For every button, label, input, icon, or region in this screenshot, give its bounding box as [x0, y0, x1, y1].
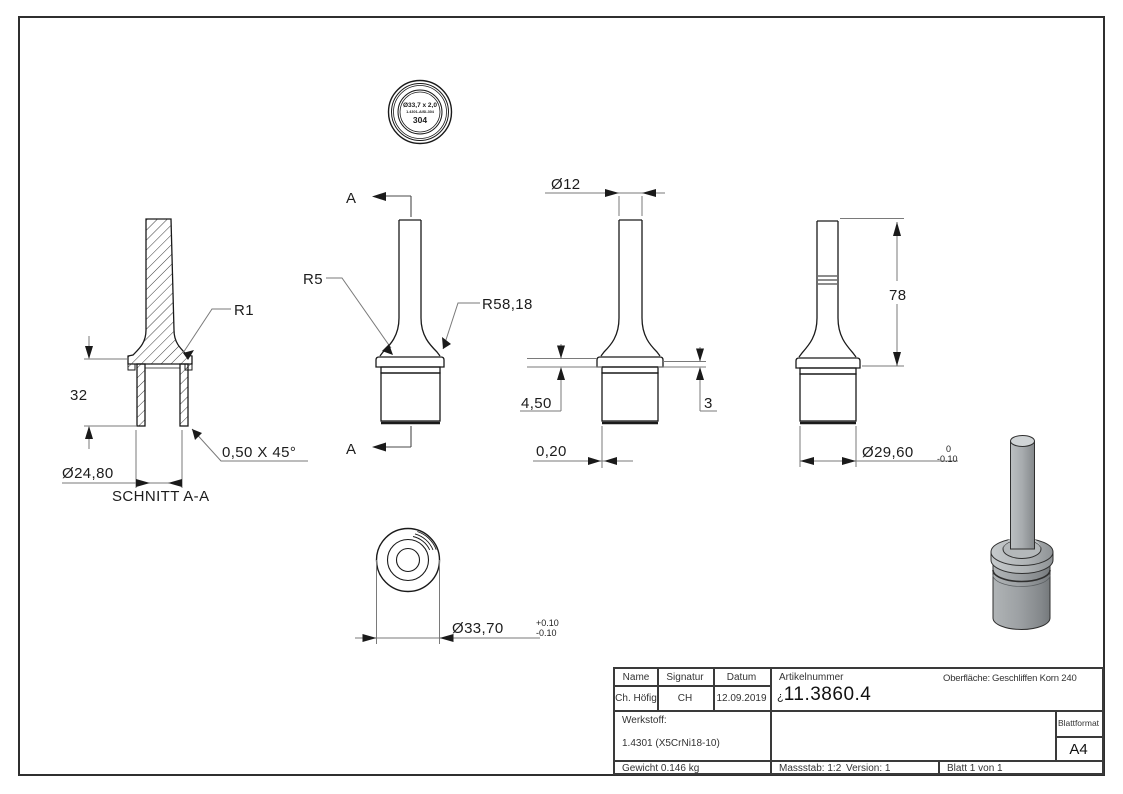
- oberflaeche-label: Oberfläche:: [943, 673, 990, 684]
- tol-lower-29: -0.10: [937, 454, 958, 464]
- dim-dia-24-80: Ø24,80: [62, 465, 114, 482]
- blatt-value: Blatt 1 von 1: [947, 763, 1003, 774]
- signatur-label: Signatur: [666, 672, 704, 683]
- tol-upper-29: 0: [946, 444, 952, 454]
- divider: [938, 760, 940, 773]
- stamp-grade-text: 304: [412, 115, 428, 125]
- divider: [615, 710, 1102, 712]
- dim-r58-18: R58,18: [482, 296, 533, 313]
- stamp-view: [389, 81, 452, 144]
- section-view: [62, 219, 308, 505]
- tol-lower-33: -0.10: [536, 628, 557, 638]
- section-caption: SCHNITT A-A: [112, 488, 210, 505]
- dim-chamfer: 0,50 X 45°: [222, 444, 297, 461]
- artikelnummer-value: 11.3860.4: [783, 684, 872, 705]
- dim-32: 32: [70, 387, 88, 404]
- bottom-view: [355, 529, 559, 645]
- artikelnummer-label: Artikelnummer: [779, 672, 844, 683]
- name-value: Ch. Höfig: [615, 693, 657, 704]
- dim-dia-29-60: Ø29,60: [862, 444, 914, 461]
- version-value: Version: 1: [846, 763, 891, 774]
- dim-78: 78: [889, 287, 907, 304]
- side-view: [796, 219, 958, 468]
- front-view: [303, 190, 533, 458]
- oberflaeche-value: Geschliffen Korn 240: [992, 673, 1077, 684]
- artikelnummer-prefix: ¿: [777, 691, 784, 703]
- datum-label: Datum: [726, 672, 757, 683]
- name-label: Name: [622, 672, 650, 683]
- iso-3d-view: [991, 436, 1053, 630]
- dim-4-50: 4,50: [521, 395, 552, 412]
- werkstoff-label: Werkstoff:: [622, 715, 667, 726]
- divider: [615, 760, 1102, 762]
- section-letter-top: A: [346, 190, 357, 207]
- signatur-value: CH: [677, 693, 693, 704]
- dim-0-20: 0,20: [536, 443, 567, 460]
- blattformat-value: A4: [1069, 741, 1088, 758]
- stamp-spec-text: Ø33,7 x 2,0: [403, 102, 437, 109]
- dim-dia-33-70: Ø33,70: [452, 620, 504, 637]
- dim-r5: R5: [303, 271, 323, 288]
- gewicht-value: Gewicht 0.146 kg: [622, 763, 700, 774]
- dim-3: 3: [704, 395, 713, 412]
- massstab-value: Massstab: 1:2: [779, 763, 842, 774]
- divider: [1055, 736, 1102, 738]
- blattformat-label: Blattformat: [1057, 718, 1100, 728]
- section-letter-bottom: A: [346, 441, 357, 458]
- datum-value: 12.09.2019: [716, 693, 767, 704]
- dim-dia-12: Ø12: [551, 176, 581, 193]
- stamp-material-text: 1.4301-AISI-304: [406, 110, 434, 114]
- divider: [615, 685, 772, 687]
- detail-view: [520, 176, 717, 468]
- werkstoff-value: 1.4301 (X5CrNi18-10): [622, 738, 720, 749]
- dim-r1: R1: [234, 302, 254, 319]
- title-block: [613, 667, 1104, 775]
- tol-upper-33: +0.10: [536, 618, 559, 628]
